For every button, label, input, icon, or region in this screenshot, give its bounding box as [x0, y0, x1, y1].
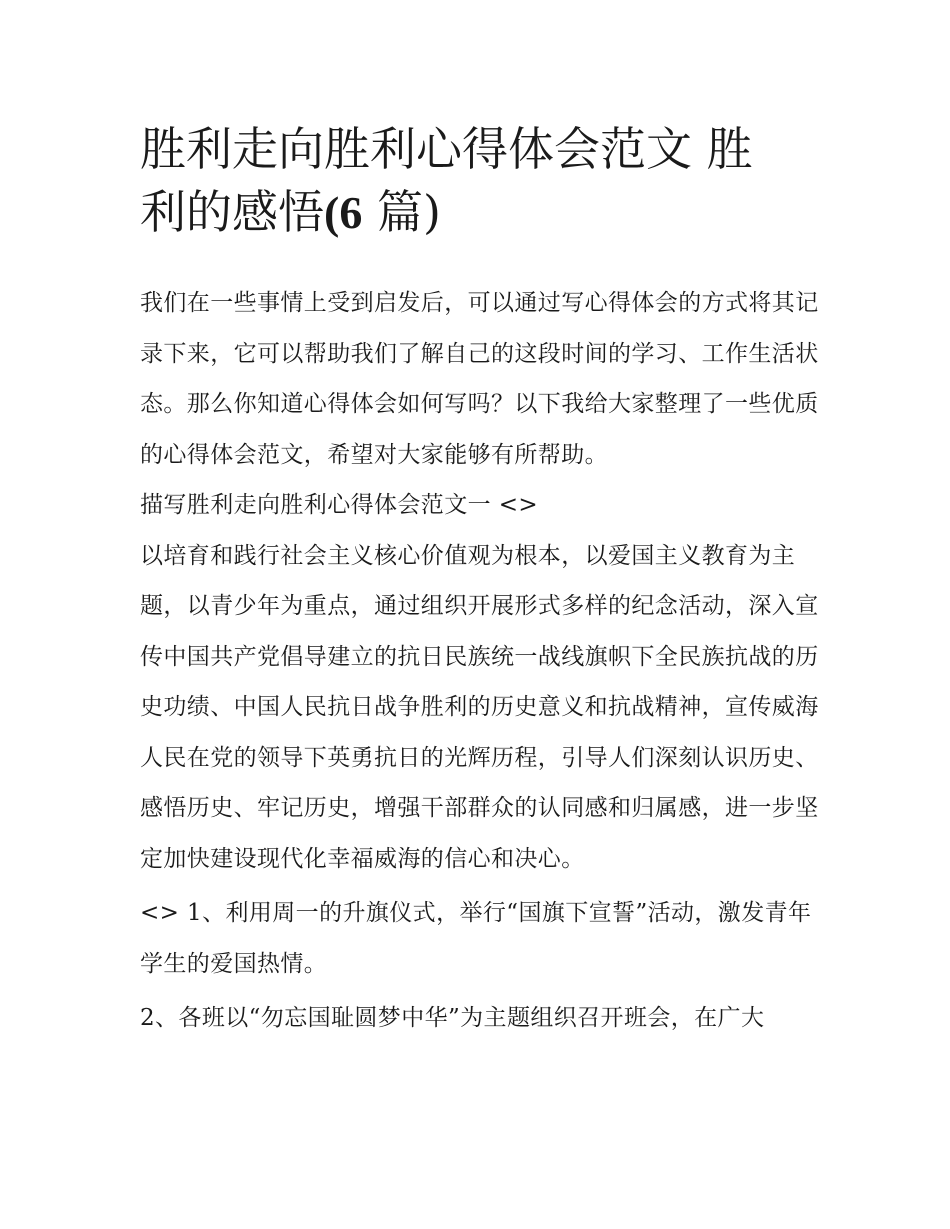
- title-count: (6: [324, 187, 363, 238]
- title-suffix: 篇): [362, 185, 441, 239]
- body-paragraph: 以培育和践行社会主义核心价值观为根本，以爱国主义教育为主题，以青少年为重点，通过组织开展形式多样的纪念活动，深入宣传中国共产党倡导建立的抗日民族统一战线旗帜下全民族抗战的历史功绩、中国人民抗日战争胜利的历史意义和抗战精神，宣传威海人民在党的领导下英勇抗日的光辉历程，引导人们深刻认识历史、感悟历史、牢记历史，增强干部群众的认同感和归属感，进一步坚定加快建设现代化幸福威海的信心和决心。: [140, 542, 819, 872]
- title-line-1: 胜利走向胜利心得体会范文 胜: [140, 122, 753, 176]
- title-line-2: 利的感悟: [140, 185, 324, 239]
- document-body: [140, 278, 820, 1044]
- section-heading: 描写胜利走向胜利心得体会范文一 <>: [140, 492, 539, 518]
- intro-paragraph: 我们在一些事情上受到启发后，可以通过写心得体会的方式将其记录下来，它可以帮助我们了解自己的这段时间的学习、工作生活状态。那么你知道心得体会如何写吗？以下我给大家整理了一些优质的心得体会范文，希望对大家能够有所帮助。: [140, 290, 819, 468]
- document-title: [140, 118, 820, 244]
- list-item: <> 1、利用周一的升旗仪式，举行“国旗下宣誓”活动，激发青年学生的爱国热情。: [140, 900, 812, 977]
- list-item: 2、各班以“勿忘国耻圆梦中华”为主题组织召开班会，在广大: [140, 1005, 765, 1031]
